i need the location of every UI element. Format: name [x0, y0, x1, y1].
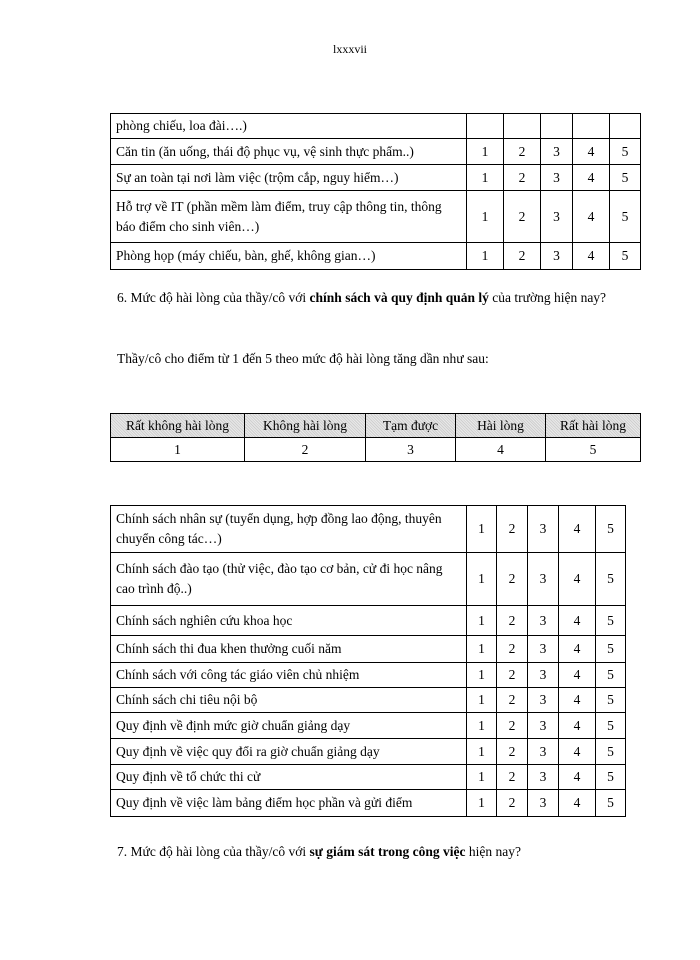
score-cell[interactable]: 5: [596, 636, 626, 663]
page-number: lxxxvii: [332, 42, 367, 56]
row-label: Chính sách với công tác giáo viên chủ nhiệm: [111, 663, 467, 688]
row-label: Chính sách nghiên cứu khoa học: [111, 606, 467, 636]
question-7-prefix: 7. Mức độ hài lòng của thầy/cô với: [117, 844, 310, 859]
table-row: [111, 191, 641, 243]
question-6-prefix: 6. Mức độ hài lòng của thầy/cô với: [117, 290, 310, 305]
question-6-emphasis: chính sách và quy định quản lý: [309, 290, 489, 305]
row-label: Hỗ trợ về IT (phần mềm làm điểm, truy cập thông tin, thông báo điểm cho sinh viên…): [111, 191, 467, 243]
score-cell[interactable]: 4: [559, 713, 596, 739]
score-cell[interactable]: 3: [541, 191, 573, 243]
table-row: [111, 139, 641, 165]
score-cell[interactable]: 4: [559, 688, 596, 713]
score-cell[interactable]: 3: [541, 165, 573, 191]
score-cell[interactable]: 1: [467, 790, 497, 817]
row-label: phòng chiếu, loa đài….): [111, 114, 467, 139]
score-cell[interactable]: 3: [528, 663, 559, 688]
score-cell[interactable]: 3: [528, 636, 559, 663]
score-cell[interactable]: 1: [467, 165, 504, 191]
scale-value-row: [111, 438, 641, 462]
score-cell[interactable]: 4: [559, 553, 596, 606]
row-label: Quy định về tổ chức thi cử: [111, 765, 467, 790]
table-row: [111, 739, 626, 765]
scale-header: Rất hài lòng: [546, 414, 641, 438]
table-row: [111, 506, 626, 553]
score-cell[interactable]: 4: [559, 663, 596, 688]
score-cell[interactable]: 2: [497, 506, 528, 553]
score-cell[interactable]: 4: [573, 243, 610, 270]
score-cell[interactable]: 1: [467, 139, 504, 165]
score-cell[interactable]: 3: [528, 713, 559, 739]
table-row: [111, 165, 641, 191]
score-cell[interactable]: 3: [528, 688, 559, 713]
score-cell[interactable]: 4: [573, 191, 610, 243]
question-7: [117, 841, 632, 863]
score-cell[interactable]: 3: [541, 243, 573, 270]
scale-header: Hài lòng: [456, 414, 546, 438]
score-cell[interactable]: 2: [497, 713, 528, 739]
score-cell[interactable]: 4: [559, 765, 596, 790]
score-cell[interactable]: 1: [467, 243, 504, 270]
score-cell[interactable]: 1: [467, 606, 497, 636]
row-label: Sự an toàn tại nơi làm việc (trộm cắp, nguy hiểm…): [111, 165, 467, 191]
table-row: [111, 243, 641, 270]
rating-instruction: Thầy/cô cho điểm từ 1 đến 5 theo mức độ hài lòng tăng dần như sau:: [117, 351, 489, 366]
scale-value: 3: [366, 438, 456, 462]
score-cell[interactable]: 3: [541, 139, 573, 165]
row-label: Chính sách chi tiêu nội bộ: [111, 688, 467, 713]
score-cell[interactable]: 3: [528, 506, 559, 553]
score-cell[interactable]: 5: [596, 739, 626, 765]
score-cell[interactable]: 1: [467, 191, 504, 243]
table-row: [111, 663, 626, 688]
score-cell[interactable]: 5: [610, 139, 641, 165]
score-cell[interactable]: 4: [573, 139, 610, 165]
score-cell[interactable]: 2: [504, 191, 541, 243]
question-6-suffix: của trường hiện nay?: [488, 290, 607, 305]
score-cell[interactable]: 2: [497, 688, 528, 713]
scale-header: Rất không hài lòng: [111, 414, 245, 438]
row-label: Căn tin (ăn uống, thái độ phục vụ, vệ sinh thực phẩm..): [111, 139, 467, 165]
row-label: Chính sách nhân sự (tuyển dụng, hợp đồng lao động, thuyên chuyển công tác…): [111, 506, 467, 553]
score-cell[interactable]: 3: [528, 606, 559, 636]
score-cell[interactable]: 4: [559, 790, 596, 817]
score-cell[interactable]: 4: [559, 636, 596, 663]
score-cell[interactable]: 2: [504, 243, 541, 270]
score-cell[interactable]: 2: [504, 165, 541, 191]
rating-scale-table: [110, 413, 641, 462]
score-cell[interactable]: 5: [596, 506, 626, 553]
row-label: Quy định về việc làm bảng điểm học phần và gửi điểm: [111, 790, 467, 817]
scale-header-row: [111, 414, 641, 438]
row-label: Quy định về việc quy đổi ra giờ chuẩn giảng dạy: [111, 739, 467, 765]
score-cell[interactable]: 5: [596, 790, 626, 817]
table-row: [111, 765, 626, 790]
score-cell[interactable]: 5: [610, 191, 641, 243]
table-row: [111, 606, 626, 636]
question-7-emphasis: sự giám sát trong công việc: [309, 844, 466, 859]
score-cell[interactable]: 4: [559, 506, 596, 553]
policy-rating-table: [110, 505, 626, 817]
scale-value: 2: [245, 438, 366, 462]
score-cell[interactable]: 4: [559, 739, 596, 765]
table-row: [111, 114, 641, 139]
question-7-suffix: hiện nay?: [465, 844, 521, 859]
table-row: [111, 688, 626, 713]
score-cell[interactable]: 5: [596, 606, 626, 636]
score-cell[interactable]: 3: [528, 765, 559, 790]
score-cell[interactable]: 5: [596, 688, 626, 713]
score-cell[interactable]: 5: [596, 713, 626, 739]
score-cell[interactable]: 5: [596, 765, 626, 790]
score-cell[interactable]: 1: [467, 663, 497, 688]
row-label: Phòng họp (máy chiếu, bàn, ghế, không gian…): [111, 243, 467, 270]
row-label: Quy định về định mức giờ chuẩn giảng dạy: [111, 713, 467, 739]
score-cell[interactable]: 5: [596, 663, 626, 688]
score-cell[interactable]: 2: [504, 139, 541, 165]
table-row: [111, 553, 626, 606]
score-cell[interactable]: 5: [596, 553, 626, 606]
score-cell[interactable]: 1: [467, 636, 497, 663]
score-cell[interactable]: 1: [467, 688, 497, 713]
score-cell[interactable]: 2: [497, 636, 528, 663]
score-cell[interactable]: 3: [528, 739, 559, 765]
score-cell[interactable]: 1: [467, 553, 497, 606]
score-cell[interactable]: 2: [497, 606, 528, 636]
score-cell[interactable]: 3: [528, 790, 559, 817]
scale-header: Tạm được: [366, 414, 456, 438]
row-label: Chính sách đào tạo (thử việc, đào tạo cơ bản, cử đi học nâng cao trình độ..): [111, 553, 467, 606]
scale-value: 4: [456, 438, 546, 462]
scale-header: Không hài lòng: [245, 414, 366, 438]
score-cell[interactable]: 2: [497, 553, 528, 606]
score-cell[interactable]: 1: [467, 739, 497, 765]
score-cell[interactable]: 1: [467, 713, 497, 739]
facilities-rating-table: [110, 113, 641, 270]
scale-value: 5: [546, 438, 641, 462]
table-row: [111, 790, 626, 817]
score-cell[interactable]: 1: [467, 506, 497, 553]
score-cell[interactable]: 4: [559, 606, 596, 636]
score-cell[interactable]: 2: [497, 739, 528, 765]
scale-value: 1: [111, 438, 245, 462]
score-cell[interactable]: 4: [573, 165, 610, 191]
question-6: [117, 287, 632, 309]
table-row: [111, 713, 626, 739]
score-cell[interactable]: 1: [467, 765, 497, 790]
score-cell[interactable]: 5: [610, 165, 641, 191]
score-cell[interactable]: 2: [497, 765, 528, 790]
table-row: [111, 636, 626, 663]
score-cell[interactable]: 3: [528, 553, 559, 606]
score-cell[interactable]: 2: [497, 663, 528, 688]
score-cell[interactable]: 5: [610, 243, 641, 270]
row-label: Chính sách thi đua khen thưởng cuối năm: [111, 636, 467, 663]
score-cell[interactable]: 2: [497, 790, 528, 817]
